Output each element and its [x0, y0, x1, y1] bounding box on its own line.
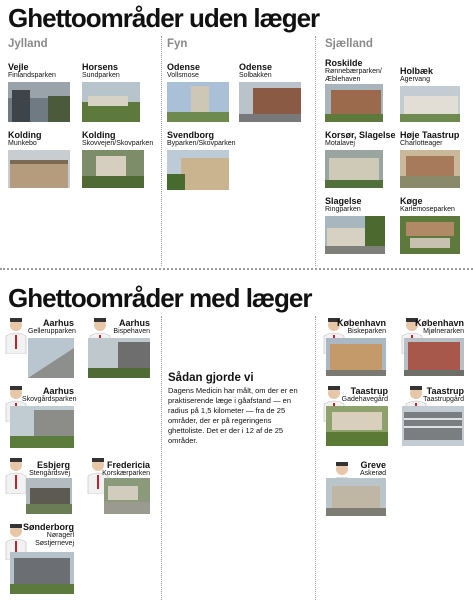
- list-item: [400, 196, 470, 214]
- building-photo: [402, 406, 464, 446]
- area-label: Vollsmose: [167, 72, 199, 79]
- city-label: Slagelse: [325, 196, 362, 206]
- list-item: [20, 460, 70, 478]
- building-photo: [326, 338, 386, 376]
- doctor-icon: [4, 318, 28, 354]
- building-photo: [8, 82, 70, 122]
- list-item: [82, 130, 160, 148]
- list-item: [410, 318, 464, 336]
- list-item: [14, 522, 74, 548]
- city-label: Fredericia: [106, 460, 150, 470]
- building-photo: [325, 150, 383, 188]
- building-photo: [28, 338, 74, 378]
- area-label: Byparken/Skovparken: [167, 140, 236, 147]
- city-label: København: [414, 318, 464, 328]
- section-divider: [0, 268, 473, 270]
- building-photo: [8, 150, 70, 188]
- city-label: Taastrup: [350, 386, 388, 396]
- divider: [315, 36, 316, 266]
- building-photo: [404, 338, 464, 376]
- building-photo: [325, 84, 383, 122]
- area-label: Rønnebærparken/ Æblehaven: [325, 68, 382, 83]
- city-label: Odense: [239, 62, 273, 72]
- area-label: Taastrupgård: [423, 396, 464, 403]
- building-photo: [400, 216, 460, 254]
- list-item: [410, 386, 464, 404]
- area-label: Charlotteager: [400, 140, 443, 147]
- list-item: [104, 318, 150, 336]
- city-label: Korsør, Slagelse: [325, 130, 396, 140]
- building-photo: [10, 406, 74, 448]
- list-item: [8, 62, 80, 80]
- building-photo: [167, 150, 229, 190]
- title-with-doctors: Ghettoområder med læger: [8, 283, 312, 313]
- area-label: Sundparken: [82, 72, 120, 79]
- area-label: Korskærparken: [102, 470, 150, 477]
- area-label: Biskeparken: [347, 328, 386, 335]
- building-photo: [326, 478, 386, 516]
- area-label: Karlemoseparken: [400, 206, 455, 213]
- city-label: Kolding: [8, 130, 42, 140]
- building-photo: [239, 82, 301, 122]
- region-fyn: Fyn: [167, 38, 188, 50]
- city-label: Odense: [167, 62, 201, 72]
- area-label: Nøragerl Søstjernevej: [35, 532, 74, 547]
- list-item: [330, 386, 388, 404]
- region-sjaelland: Sjælland: [325, 38, 373, 50]
- city-label: Roskilde: [325, 58, 363, 68]
- building-photo: [82, 150, 144, 188]
- city-label: Aarhus: [118, 318, 150, 328]
- city-label: Høje Taastrup: [400, 130, 460, 140]
- building-photo: [26, 478, 72, 514]
- city-label: Taastrup: [426, 386, 464, 396]
- divider: [161, 36, 162, 266]
- city-label: Køge: [400, 196, 423, 206]
- title-without-doctors: Ghettoområder uden læger: [8, 3, 320, 33]
- building-photo: [326, 406, 388, 446]
- method-title: Sådan gjorde vi: [168, 372, 254, 384]
- area-label: Motalavej: [325, 140, 355, 147]
- city-label: Horsens: [82, 62, 119, 72]
- list-item: [167, 130, 247, 148]
- area-label: Solbakken: [239, 72, 272, 79]
- building-photo: [400, 86, 460, 122]
- building-photo: [400, 150, 460, 188]
- city-label: Holbæk: [400, 66, 434, 76]
- area-label: Stengårdsvej: [29, 470, 70, 477]
- area-label: Skovvejen/Skovparken: [82, 140, 154, 147]
- list-item: [325, 130, 403, 148]
- list-item: [22, 386, 77, 404]
- area-label: Munkebo: [8, 140, 37, 147]
- city-label: Aarhus: [42, 318, 74, 328]
- area-label: Ringparken: [325, 206, 361, 213]
- building-photo: [104, 478, 150, 514]
- area-label: Mjølnerarken: [423, 328, 464, 335]
- city-label: København: [336, 318, 386, 328]
- area-label: Finlandsparken: [8, 72, 56, 79]
- building-photo: [10, 552, 74, 594]
- divider: [315, 316, 316, 600]
- list-item: [28, 318, 74, 336]
- list-item: [167, 62, 237, 80]
- list-item: [82, 62, 154, 80]
- list-item: [334, 318, 386, 336]
- city-label: Svendborg: [167, 130, 215, 140]
- area-label: Agervang: [400, 76, 430, 83]
- method-text: Dagens Medicin har målt, om der er en praktiserende læge i gåafstand — en radius på 1,5 kilometer — fra de 25 områder, der er på regeringens ghettoliste. Det er der i 12 af de 25 områder.: [168, 386, 298, 445]
- building-photo: [88, 338, 150, 378]
- list-item: [8, 130, 80, 148]
- city-label: Greve: [360, 460, 386, 470]
- area-label: Bispehaven: [113, 328, 150, 335]
- city-label: Kolding: [82, 130, 116, 140]
- region-jylland: Jylland: [8, 38, 48, 50]
- list-item: [100, 460, 150, 478]
- list-item: [400, 130, 470, 148]
- area-label: Askerød: [359, 470, 386, 477]
- city-label: Esbjerg: [36, 460, 70, 470]
- city-label: Aarhus: [42, 386, 74, 396]
- building-photo: [325, 216, 385, 254]
- list-item: [325, 58, 395, 84]
- city-label: Vejle: [8, 62, 29, 72]
- building-photo: [82, 82, 140, 122]
- building-photo: [167, 82, 229, 122]
- area-label: Gadehavegård: [341, 396, 388, 403]
- divider: [161, 316, 162, 600]
- list-item: [340, 460, 386, 478]
- list-item: [325, 196, 395, 214]
- area-label: Gellerupparken: [28, 328, 76, 335]
- city-label: Sønderborg: [23, 522, 74, 532]
- list-item: [400, 66, 470, 84]
- area-label: Skovgårdsparken: [22, 396, 77, 403]
- list-item: [239, 62, 309, 80]
- method-box: [168, 372, 308, 446]
